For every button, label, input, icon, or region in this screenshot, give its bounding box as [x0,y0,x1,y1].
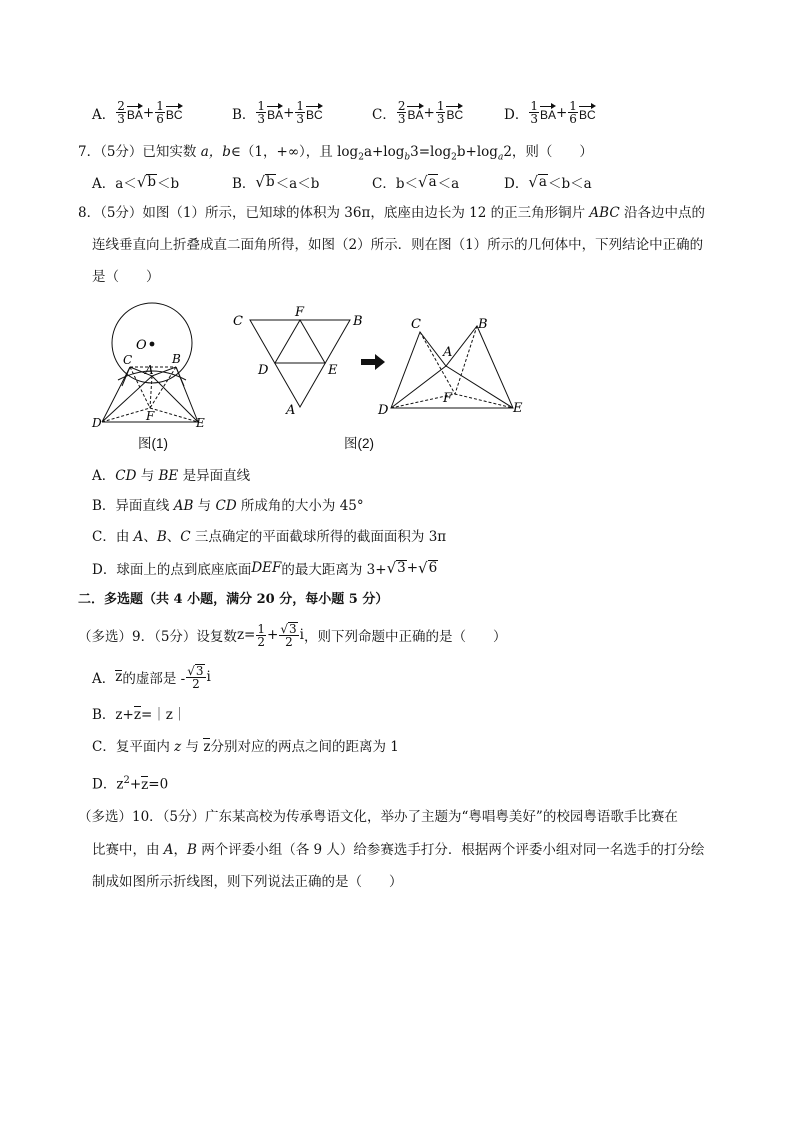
option-label: A． [92,106,116,123]
q8-option-c[interactable]: C．由 A、B、C 三点确定的平面截球所得的截面面积为 3π [92,529,447,545]
sqrt: √ b [255,173,275,191]
vector-ba: BA [407,104,423,122]
q6-option-d[interactable]: D． $\frac{1}{3}$ BA + $\frac{1}{6}$ BC [504,99,596,126]
figure-1-diagram [88,296,218,446]
sphere-center-point [150,342,155,347]
label-b: B [478,317,488,332]
label-d: D [258,363,269,378]
label-e: E [196,416,205,430]
q10-stem-line3: 制成如图所示折线图，则下列说法正确的是（ ） [92,874,403,890]
vector-bc: BC [306,104,323,122]
figure-1-caption: 图(1) [138,436,168,451]
sqrt: √ b [136,173,157,191]
vector-ba: BA [540,104,556,122]
q8-option-d[interactable]: D．球面上的点到底座底面 DEF 的最大距离为 3+ √ 3 + √ 6 [92,559,438,578]
label-f: F [295,305,305,320]
fraction: √ 3 2 [280,622,297,649]
label-o: O [136,338,147,353]
label-a: A [286,403,296,418]
figure-2-diagram [225,302,545,432]
q9-stem: （多选）9．（5分）设复数 z= $\frac{1}{2}$ + √ 3 2 i ，则下列命题中正确的是（ ） [78,621,507,649]
q8-stem-line3: 是（ ） [92,269,160,285]
label-c: C [233,314,243,329]
q10-stem-line1: （多选）10．（5分）广东某高校为传承粤语文化，举办了主题为“粤唱粤美好”的校园粤语歌手比赛在 [78,809,678,825]
label-f: F [443,391,453,406]
vector-bc: BC [166,104,183,122]
q7-stem: 7．（5分）已知实数 a，b∈（1，+∞），且 $\log_2a+\log_b3=\log_2b+\log_a2$，则（ ） [78,144,593,163]
q6-option-a[interactable]: A． $\frac{2}{3}$ BA + $\frac{1}{6}$ BC [92,99,183,126]
fraction: $\frac{2}{3}$ [397,99,406,126]
vector-bc: BC [446,104,463,122]
label-e: E [328,363,338,378]
fraction: $\frac{1}{3}$ [436,99,445,126]
q6-option-c[interactable]: C． $\frac{2}{3}$ BA + $\frac{1}{3}$ BC [372,99,464,126]
vector-ba: BA [267,104,283,122]
q8-option-b[interactable]: B．异面直线 AB 与 CD 所成角的大小为 45° [92,498,364,514]
fraction: $\frac{1}{3}$ [530,99,538,126]
q10-stem-line2: 比赛中，由 A，B 两个评委小组（各 9 人）给参赛选手打分．根据两个评委小组对同一名选手的打分绘 [92,842,705,858]
sqrt: √ 3 [386,559,406,577]
q7-option-b[interactable]: B． √ b ＜a＜b [232,173,320,192]
q9-option-a[interactable]: A． z 的虚部是 - √ 3 2 i [92,664,211,691]
option-label: B． [232,106,256,123]
q7-options [92,172,592,192]
label-b: B [172,352,181,366]
option-label: D． [504,106,529,123]
q7-option-d[interactable]: D． √ a ＜b＜a [504,173,592,192]
label-c: C [411,317,421,332]
q8-stem-line1: 8．（5分）如图（1）所示，已知球的体积为 36π，底座由边长为 12 的正三角形铜片 ABC 沿各边中点的 [78,205,705,221]
sqrt: √ a [418,173,437,191]
label-a: A [145,363,154,377]
fraction: $\frac{1}{3}$ [296,99,305,126]
q9-option-b[interactable]: B．z+z=｜z｜ [92,707,187,723]
fraction: $\frac{1}{6}$ [569,99,577,126]
q9-option-c[interactable]: C．复平面内 z 与 z分别对应的两点之间的距离为 1 [92,739,399,755]
label-c: C [123,353,133,367]
fraction: $\frac{1}{3}$ [257,99,266,126]
figure-2-caption: 图(2) [344,436,374,451]
q6-options [92,100,612,125]
q8-stem-line2: 连线垂直向上折叠成直二面角所得，如图（2）所示．则在图（1）所示的几何体中，下列结论中正确的 [92,237,704,253]
q6-option-b[interactable]: B． $\frac{1}{3}$ BA + $\frac{1}{3}$ BC [232,99,323,126]
fraction: $\frac{1}{6}$ [156,99,164,126]
fraction: √ 3 2 [187,664,204,691]
label-d: D [92,416,102,430]
vector-bc: BC [579,104,596,122]
option-label: C． [372,106,396,123]
q9-option-d[interactable]: D．$z^2+z=0$ [92,775,169,793]
q8-option-a[interactable]: A．CD 与 BE 是异面直线 [92,468,251,484]
q7-option-c[interactable]: C． b＜ √ a ＜a [372,173,460,192]
vector-ba: BA [127,104,143,122]
section-heading: 二．多选题（共 4 小题，满分 20 分，每小题 5 分） [78,592,389,607]
label-d: D [378,403,389,418]
fraction: $\frac{1}{2}$ [257,621,266,649]
label-b: B [353,314,363,329]
sqrt: √ 6 [418,559,438,577]
label-a: A [443,345,453,360]
sqrt: √ a [528,173,547,191]
label-f: F [146,409,155,423]
fraction: $\frac{2}{3}$ [117,99,125,126]
arrow-icon [361,354,385,370]
q7-option-a[interactable]: A． a＜ √ b ＜b [92,173,180,192]
label-e: E [513,401,523,416]
